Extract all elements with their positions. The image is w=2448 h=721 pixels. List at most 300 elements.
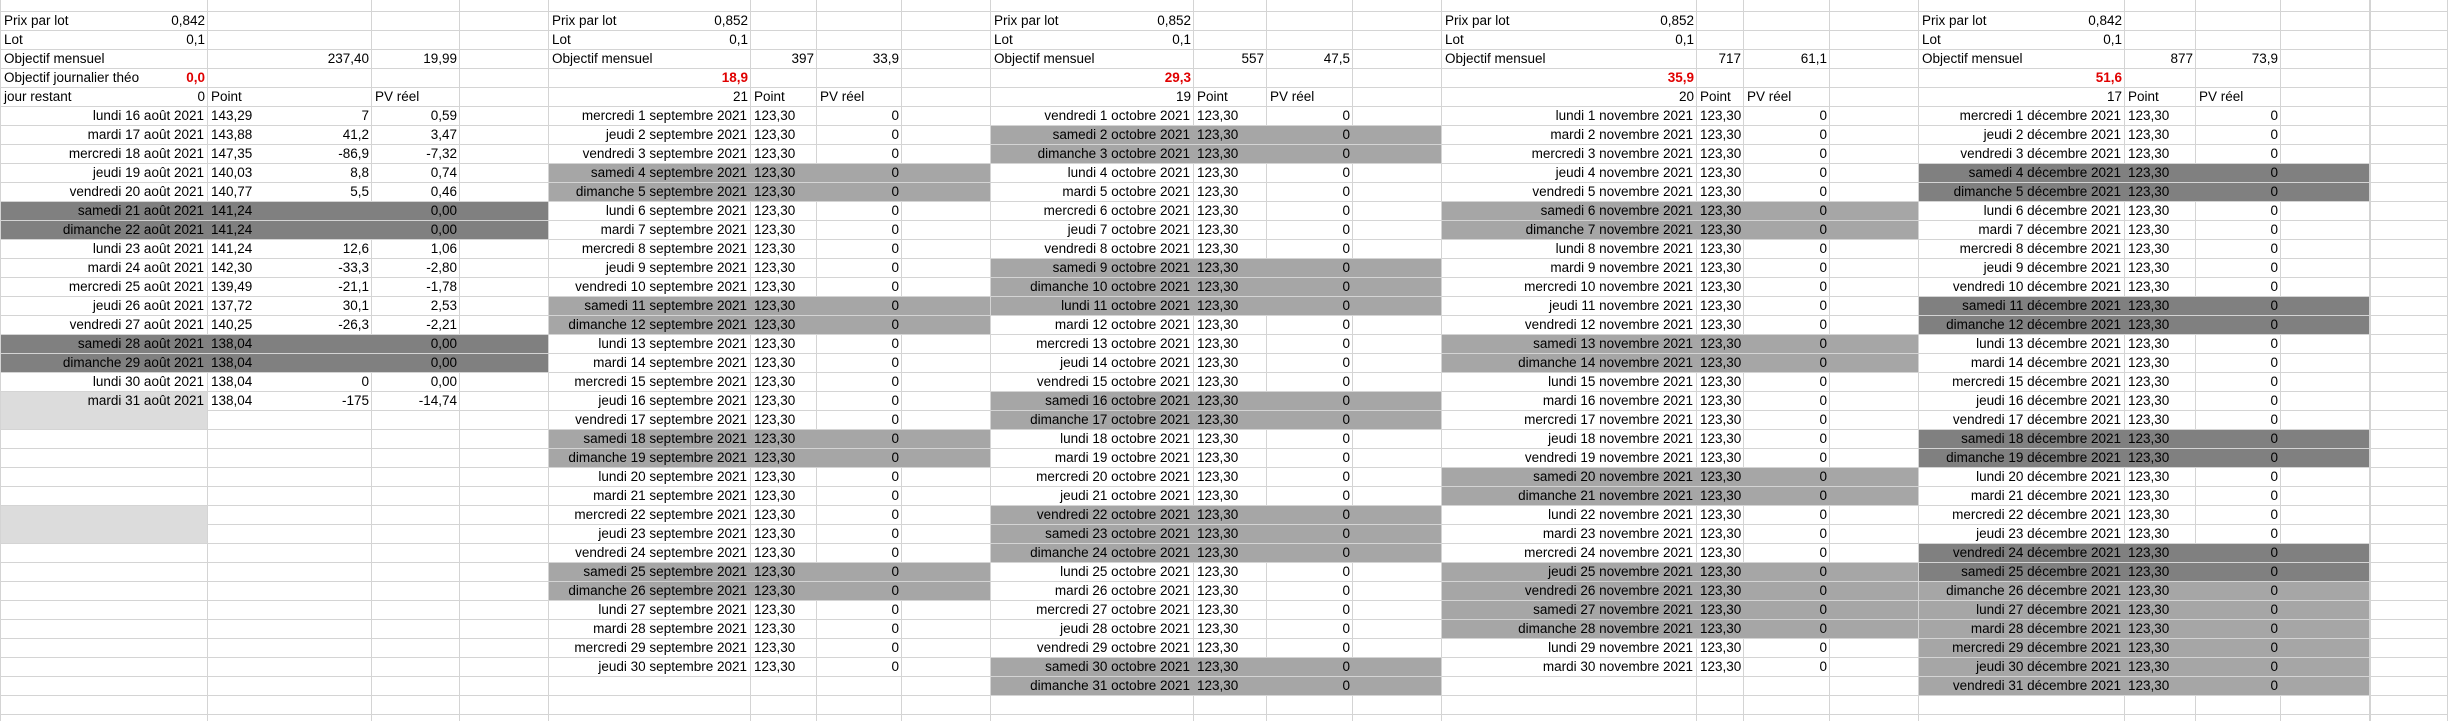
pv-reel-cell[interactable]: 0: [2270, 678, 2278, 693]
pv-reel-cell[interactable]: 0: [1819, 583, 1827, 598]
price-cell[interactable]: 123,30: [754, 222, 796, 237]
date-cell[interactable]: mardi 9 novembre 2021: [1550, 260, 1693, 275]
point-cell[interactable]: 7: [361, 108, 369, 123]
pv-reel-cell[interactable]: 0: [2270, 279, 2278, 294]
pv-reel-cell[interactable]: 0: [1342, 659, 1350, 674]
pv-reel-cell[interactable]: 0: [1342, 469, 1350, 484]
point-header[interactable]: Point: [1197, 89, 1228, 104]
date-cell[interactable]: lundi 18 octobre 2021: [1060, 431, 1190, 446]
pv-reel-cell[interactable]: 0: [2270, 526, 2278, 541]
price-cell[interactable]: 123,30: [1700, 507, 1742, 522]
price-cell[interactable]: 123,30: [2128, 469, 2170, 484]
pv-reel-cell[interactable]: 0: [2270, 184, 2278, 199]
price-cell[interactable]: 123,30: [754, 602, 796, 617]
pv-reel-header[interactable]: PV réel: [820, 89, 865, 104]
point-cell[interactable]: -86,9: [338, 146, 369, 161]
objectif-mensuel-label[interactable]: Objectif mensuel: [994, 51, 1095, 66]
pv-reel-cell[interactable]: 0: [1342, 355, 1350, 370]
price-cell[interactable]: 123,30: [1700, 260, 1742, 275]
price-cell[interactable]: 123,30: [1700, 317, 1742, 332]
price-cell[interactable]: 141,24: [211, 203, 253, 218]
date-cell[interactable]: samedi 25 septembre 2021: [583, 564, 747, 579]
price-cell[interactable]: 123,30: [1197, 203, 1239, 218]
date-cell[interactable]: dimanche 26 septembre 2021: [568, 583, 747, 598]
price-cell[interactable]: 123,30: [2128, 621, 2170, 636]
pv-reel-cell[interactable]: 0: [891, 564, 899, 579]
date-cell[interactable]: lundi 11 octobre 2021: [1061, 298, 1190, 313]
price-cell[interactable]: 123,30: [1700, 184, 1742, 199]
pv-reel-cell[interactable]: 0: [2270, 583, 2278, 598]
price-cell[interactable]: 123,30: [1700, 621, 1742, 636]
date-cell[interactable]: dimanche 28 novembre 2021: [1518, 621, 1693, 636]
pv-reel-cell[interactable]: 0: [891, 393, 899, 408]
objectif-journalier-value[interactable]: 29,3: [1164, 70, 1191, 85]
price-cell[interactable]: 123,30: [1197, 108, 1239, 123]
pv-reel-cell[interactable]: 0: [1342, 431, 1350, 446]
pv-reel-cell[interactable]: 0: [2270, 602, 2278, 617]
price-cell[interactable]: 143,88: [211, 127, 253, 142]
price-cell[interactable]: 123,30: [1197, 659, 1239, 674]
pv-reel-cell[interactable]: 0: [2270, 488, 2278, 503]
price-cell[interactable]: 123,30: [754, 184, 796, 199]
pv-reel-cell[interactable]: 0: [1342, 127, 1350, 142]
pv-reel-cell[interactable]: 0: [1342, 488, 1350, 503]
price-cell[interactable]: 123,30: [2128, 317, 2170, 332]
pv-reel-cell[interactable]: 0,00: [430, 203, 457, 218]
pv-reel-cell[interactable]: 0: [1342, 146, 1350, 161]
price-cell[interactable]: 123,30: [2128, 127, 2170, 142]
pv-reel-cell[interactable]: 0: [1342, 298, 1350, 313]
price-cell[interactable]: 123,30: [754, 583, 796, 598]
price-cell[interactable]: 123,30: [1197, 165, 1239, 180]
date-cell[interactable]: vendredi 24 décembre 2021: [1952, 545, 2121, 560]
date-cell[interactable]: mardi 21 décembre 2021: [1970, 488, 2121, 503]
date-cell[interactable]: jeudi 30 septembre 2021: [598, 659, 747, 674]
price-cell[interactable]: 123,30: [754, 564, 796, 579]
price-cell[interactable]: 123,30: [1700, 469, 1742, 484]
price-cell[interactable]: 123,30: [1197, 526, 1239, 541]
pv-reel-cell[interactable]: 0: [1342, 317, 1350, 332]
price-cell[interactable]: 123,30: [1197, 507, 1239, 522]
price-cell[interactable]: 123,30: [2128, 165, 2170, 180]
date-cell[interactable]: lundi 13 septembre 2021: [598, 336, 747, 351]
date-cell[interactable]: mercredi 1 septembre 2021: [581, 108, 747, 123]
price-cell[interactable]: 123,30: [1700, 108, 1742, 123]
price-cell[interactable]: 123,30: [2128, 298, 2170, 313]
price-cell[interactable]: 138,04: [211, 393, 253, 408]
price-cell[interactable]: 123,30: [1700, 336, 1742, 351]
price-cell[interactable]: 123,30: [2128, 507, 2170, 522]
pv-reel-cell[interactable]: 0: [1342, 374, 1350, 389]
prix-par-lot-label[interactable]: Prix par lot: [1445, 13, 1510, 28]
pv-reel-cell[interactable]: 0: [891, 469, 899, 484]
date-cell[interactable]: mercredi 25 août 2021: [68, 279, 204, 294]
date-cell[interactable]: mardi 14 septembre 2021: [593, 355, 747, 370]
objectif-journalier-value[interactable]: 35,9: [1667, 70, 1694, 85]
jour-restant-value[interactable]: 19: [1175, 89, 1191, 104]
objectif-mensuel-ratio[interactable]: 73,9: [2251, 51, 2278, 66]
pv-reel-cell[interactable]: 0: [1342, 507, 1350, 522]
date-cell[interactable]: samedi 30 octobre 2021: [1045, 659, 1190, 674]
pv-reel-header[interactable]: PV réel: [1270, 89, 1315, 104]
date-cell[interactable]: lundi 23 août 2021: [92, 241, 204, 256]
date-cell[interactable]: samedi 23 octobre 2021: [1045, 526, 1190, 541]
price-cell[interactable]: 123,30: [1197, 412, 1239, 427]
pv-reel-cell[interactable]: 0,00: [430, 355, 457, 370]
pv-reel-cell[interactable]: 0: [891, 222, 899, 237]
price-cell[interactable]: 123,30: [754, 507, 796, 522]
date-cell[interactable]: jeudi 4 novembre 2021: [1555, 165, 1693, 180]
pv-reel-cell[interactable]: 0: [891, 659, 899, 674]
pv-reel-cell[interactable]: 0: [1819, 393, 1827, 408]
pv-reel-cell[interactable]: 0: [1819, 222, 1827, 237]
lot-value[interactable]: 0,1: [2103, 32, 2122, 47]
lot-value[interactable]: 0,1: [729, 32, 748, 47]
price-cell[interactable]: 123,30: [1197, 393, 1239, 408]
pv-reel-cell[interactable]: -1,78: [426, 279, 457, 294]
price-cell[interactable]: 123,30: [2128, 108, 2170, 123]
pv-reel-cell[interactable]: 0: [1342, 583, 1350, 598]
pv-reel-cell[interactable]: 0: [2270, 127, 2278, 142]
price-cell[interactable]: 123,30: [754, 526, 796, 541]
price-cell[interactable]: 123,30: [1197, 146, 1239, 161]
price-cell[interactable]: 123,30: [1197, 260, 1239, 275]
date-cell[interactable]: mardi 31 août 2021: [87, 393, 204, 408]
price-cell[interactable]: 123,30: [754, 659, 796, 674]
lot-label[interactable]: Lot: [1445, 32, 1464, 47]
price-cell[interactable]: 123,30: [2128, 393, 2170, 408]
date-cell[interactable]: vendredi 22 octobre 2021: [1036, 507, 1190, 522]
price-cell[interactable]: 123,30: [1700, 450, 1742, 465]
pv-reel-cell[interactable]: 0: [891, 450, 899, 465]
price-cell[interactable]: 123,30: [1197, 488, 1239, 503]
lot-label[interactable]: Lot: [552, 32, 571, 47]
date-cell[interactable]: dimanche 19 décembre 2021: [1946, 450, 2121, 465]
price-cell[interactable]: 123,30: [754, 545, 796, 560]
jour-restant-value[interactable]: 21: [732, 89, 748, 104]
point-cell[interactable]: -33,3: [338, 260, 369, 275]
objectif-journalier-value[interactable]: 51,6: [2095, 70, 2122, 85]
price-cell[interactable]: 123,30: [1197, 317, 1239, 332]
date-cell[interactable]: vendredi 17 décembre 2021: [1952, 412, 2121, 427]
objectif-mensuel-label[interactable]: Objectif mensuel: [1922, 51, 2023, 66]
price-cell[interactable]: 141,24: [211, 222, 253, 237]
pv-reel-cell[interactable]: 0: [1342, 165, 1350, 180]
date-cell[interactable]: lundi 13 décembre 2021: [1976, 336, 2121, 351]
pv-reel-cell[interactable]: 0: [2270, 507, 2278, 522]
price-cell[interactable]: 123,30: [754, 488, 796, 503]
price-cell[interactable]: 123,30: [1700, 374, 1742, 389]
date-cell[interactable]: mercredi 29 septembre 2021: [574, 640, 747, 655]
date-cell[interactable]: samedi 11 septembre 2021: [584, 298, 747, 313]
date-cell[interactable]: vendredi 3 septembre 2021: [582, 146, 747, 161]
price-cell[interactable]: 123,30: [754, 203, 796, 218]
pv-reel-cell[interactable]: 0: [1819, 659, 1827, 674]
pv-reel-cell[interactable]: 0: [891, 165, 899, 180]
date-cell[interactable]: mardi 17 août 2021: [87, 127, 204, 142]
price-cell[interactable]: 123,30: [754, 469, 796, 484]
date-cell[interactable]: jeudi 19 août 2021: [92, 165, 204, 180]
date-cell[interactable]: dimanche 17 octobre 2021: [1030, 412, 1190, 427]
price-cell[interactable]: 123,30: [2128, 241, 2170, 256]
price-cell[interactable]: 123,30: [2128, 678, 2170, 693]
date-cell[interactable]: mercredi 17 novembre 2021: [1524, 412, 1693, 427]
pv-reel-cell[interactable]: 0: [891, 146, 899, 161]
price-cell[interactable]: 123,30: [1700, 279, 1742, 294]
pv-reel-cell[interactable]: 0: [2270, 317, 2278, 332]
price-cell[interactable]: 142,30: [211, 260, 253, 275]
objectif-mensuel-label[interactable]: Objectif mensuel: [1445, 51, 1546, 66]
price-cell[interactable]: 123,30: [1197, 583, 1239, 598]
pv-reel-cell[interactable]: 0: [1819, 336, 1827, 351]
pv-reel-cell[interactable]: 0: [2270, 203, 2278, 218]
date-cell[interactable]: vendredi 12 novembre 2021: [1524, 317, 1693, 332]
pv-reel-cell[interactable]: 0: [1819, 127, 1827, 142]
date-cell[interactable]: lundi 25 octobre 2021: [1060, 564, 1190, 579]
pv-reel-cell[interactable]: 0: [2270, 241, 2278, 256]
date-cell[interactable]: mardi 26 octobre 2021: [1054, 583, 1190, 598]
pv-reel-cell[interactable]: 0: [1819, 241, 1827, 256]
date-cell[interactable]: dimanche 14 novembre 2021: [1518, 355, 1693, 370]
pv-reel-cell[interactable]: 0: [1819, 260, 1827, 275]
pv-reel-cell[interactable]: 0: [891, 374, 899, 389]
pv-reel-cell[interactable]: 0: [891, 412, 899, 427]
price-cell[interactable]: 123,30: [754, 127, 796, 142]
date-cell[interactable]: samedi 9 octobre 2021: [1052, 260, 1190, 275]
point-cell[interactable]: 30,1: [342, 298, 369, 313]
date-cell[interactable]: mardi 7 septembre 2021: [600, 222, 747, 237]
date-cell[interactable]: dimanche 5 décembre 2021: [1953, 184, 2121, 199]
pv-reel-cell[interactable]: 0: [1342, 279, 1350, 294]
price-cell[interactable]: 139,49: [211, 279, 253, 294]
date-cell[interactable]: jeudi 14 octobre 2021: [1060, 355, 1190, 370]
price-cell[interactable]: 138,04: [211, 336, 253, 351]
price-cell[interactable]: 123,30: [1197, 431, 1239, 446]
price-cell[interactable]: 123,30: [2128, 431, 2170, 446]
objectif-mensuel-ratio[interactable]: 33,9: [872, 51, 899, 66]
date-cell[interactable]: vendredi 29 octobre 2021: [1036, 640, 1190, 655]
price-cell[interactable]: 123,30: [1700, 564, 1742, 579]
date-cell[interactable]: mercredi 24 novembre 2021: [1524, 545, 1693, 560]
date-cell[interactable]: lundi 6 septembre 2021: [605, 203, 747, 218]
date-cell[interactable]: mercredi 6 octobre 2021: [1043, 203, 1190, 218]
lot-value[interactable]: 0,1: [186, 32, 205, 47]
date-cell[interactable]: dimanche 19 septembre 2021: [568, 450, 747, 465]
date-cell[interactable]: jeudi 16 décembre 2021: [1976, 393, 2121, 408]
objectif-mensuel-label[interactable]: Objectif mensuel: [4, 51, 105, 66]
jour-restant-value[interactable]: 20: [1678, 89, 1694, 104]
date-cell[interactable]: mardi 16 novembre 2021: [1542, 393, 1693, 408]
pv-reel-cell[interactable]: 0: [1819, 298, 1827, 313]
date-cell[interactable]: mardi 5 octobre 2021: [1062, 184, 1190, 199]
date-cell[interactable]: dimanche 21 novembre 2021: [1518, 488, 1693, 503]
price-cell[interactable]: 123,30: [1197, 374, 1239, 389]
price-cell[interactable]: 140,77: [211, 184, 253, 199]
date-cell[interactable]: vendredi 15 octobre 2021: [1036, 374, 1190, 389]
date-cell[interactable]: dimanche 31 octobre 2021: [1030, 678, 1190, 693]
date-cell[interactable]: lundi 30 août 2021: [92, 374, 204, 389]
price-cell[interactable]: 141,24: [211, 241, 253, 256]
price-cell[interactable]: 123,30: [754, 165, 796, 180]
date-cell[interactable]: mardi 2 novembre 2021: [1550, 127, 1693, 142]
date-cell[interactable]: jeudi 18 novembre 2021: [1548, 431, 1693, 446]
pv-reel-cell[interactable]: 0: [891, 507, 899, 522]
price-cell[interactable]: 143,29: [211, 108, 253, 123]
date-cell[interactable]: lundi 27 décembre 2021: [1976, 602, 2121, 617]
date-cell[interactable]: vendredi 1 octobre 2021: [1044, 108, 1190, 123]
date-cell[interactable]: mardi 23 novembre 2021: [1542, 526, 1693, 541]
pv-reel-cell[interactable]: 0: [1342, 640, 1350, 655]
objectif-mensuel-value[interactable]: 397: [791, 51, 814, 66]
date-cell[interactable]: lundi 4 octobre 2021: [1067, 165, 1190, 180]
pv-reel-cell[interactable]: 0: [1342, 393, 1350, 408]
date-cell[interactable]: lundi 27 septembre 2021: [598, 602, 747, 617]
pv-reel-cell[interactable]: 0: [1342, 184, 1350, 199]
price-cell[interactable]: 123,30: [754, 450, 796, 465]
pv-reel-cell[interactable]: 0: [2270, 165, 2278, 180]
pv-reel-cell[interactable]: 0: [2270, 108, 2278, 123]
price-cell[interactable]: 123,30: [754, 260, 796, 275]
date-cell[interactable]: mercredi 13 octobre 2021: [1036, 336, 1190, 351]
date-cell[interactable]: dimanche 22 août 2021: [62, 222, 204, 237]
date-cell[interactable]: vendredi 31 décembre 2021: [1952, 678, 2121, 693]
point-cell[interactable]: 5,5: [350, 184, 369, 199]
pv-reel-cell[interactable]: -14,74: [418, 393, 457, 408]
date-cell[interactable]: vendredi 8 octobre 2021: [1044, 241, 1190, 256]
date-cell[interactable]: jeudi 30 décembre 2021: [1976, 659, 2121, 674]
pv-reel-cell[interactable]: 0: [891, 336, 899, 351]
date-cell[interactable]: lundi 1 novembre 2021: [1555, 108, 1693, 123]
date-cell[interactable]: dimanche 12 septembre 2021: [568, 317, 747, 332]
price-cell[interactable]: 123,30: [1700, 412, 1742, 427]
pv-reel-cell[interactable]: 0: [1819, 602, 1827, 617]
pv-reel-cell[interactable]: 0: [1819, 526, 1827, 541]
pv-reel-cell[interactable]: 0: [1819, 165, 1827, 180]
objectif-journalier-value[interactable]: 0,0: [186, 70, 205, 85]
pv-reel-cell[interactable]: 0: [1819, 545, 1827, 560]
date-cell[interactable]: vendredi 19 novembre 2021: [1524, 450, 1693, 465]
price-cell[interactable]: 123,30: [1700, 355, 1742, 370]
date-cell[interactable]: mardi 19 octobre 2021: [1054, 450, 1190, 465]
date-cell[interactable]: vendredi 24 septembre 2021: [575, 545, 747, 560]
pv-reel-header[interactable]: PV réel: [2199, 89, 2244, 104]
pv-reel-cell[interactable]: 0,00: [430, 336, 457, 351]
price-cell[interactable]: 123,30: [2128, 184, 2170, 199]
price-cell[interactable]: 123,30: [1197, 469, 1239, 484]
price-cell[interactable]: 123,30: [2128, 279, 2170, 294]
point-cell[interactable]: -175: [341, 393, 369, 408]
date-cell[interactable]: samedi 21 août 2021: [77, 203, 204, 218]
date-cell[interactable]: dimanche 26 décembre 2021: [1946, 583, 2121, 598]
pv-reel-cell[interactable]: 0: [2270, 355, 2278, 370]
objectif-mensuel-ratio[interactable]: 19,99: [423, 51, 457, 66]
pv-reel-cell[interactable]: 0: [1819, 412, 1827, 427]
pv-reel-cell[interactable]: -7,32: [426, 146, 457, 161]
price-cell[interactable]: 123,30: [1700, 393, 1742, 408]
pv-reel-header[interactable]: PV réel: [1747, 89, 1792, 104]
pv-reel-cell[interactable]: 0: [1342, 678, 1350, 693]
pv-reel-cell[interactable]: 0: [1819, 374, 1827, 389]
price-cell[interactable]: 123,30: [1197, 355, 1239, 370]
price-cell[interactable]: 123,30: [1197, 184, 1239, 199]
date-cell[interactable]: samedi 18 septembre 2021: [583, 431, 747, 446]
date-cell[interactable]: mardi 28 décembre 2021: [1970, 621, 2121, 636]
price-cell[interactable]: 137,72: [211, 298, 253, 313]
price-cell[interactable]: 123,30: [1197, 621, 1239, 636]
date-cell[interactable]: mercredi 3 novembre 2021: [1531, 146, 1693, 161]
point-cell[interactable]: 41,2: [342, 127, 369, 142]
pv-reel-cell[interactable]: 0: [1342, 412, 1350, 427]
date-cell[interactable]: dimanche 7 novembre 2021: [1525, 222, 1693, 237]
date-cell[interactable]: vendredi 10 décembre 2021: [1952, 279, 2121, 294]
pv-reel-cell[interactable]: 0: [891, 488, 899, 503]
date-cell[interactable]: vendredi 20 août 2021: [69, 184, 204, 199]
date-cell[interactable]: dimanche 5 septembre 2021: [575, 184, 747, 199]
pv-reel-cell[interactable]: 0,46: [430, 184, 457, 199]
price-cell[interactable]: 123,30: [2128, 602, 2170, 617]
pv-reel-cell[interactable]: 0: [891, 317, 899, 332]
pv-reel-cell[interactable]: 0: [891, 298, 899, 313]
pv-reel-cell[interactable]: 0: [1819, 640, 1827, 655]
price-cell[interactable]: 123,30: [1197, 241, 1239, 256]
date-cell[interactable]: jeudi 26 août 2021: [92, 298, 204, 313]
prix-par-lot-value[interactable]: 0,852: [714, 13, 748, 28]
price-cell[interactable]: 123,30: [754, 336, 796, 351]
price-cell[interactable]: 123,30: [1197, 298, 1239, 313]
price-cell[interactable]: 123,30: [1197, 678, 1239, 693]
point-header[interactable]: Point: [1700, 89, 1731, 104]
price-cell[interactable]: 123,30: [754, 355, 796, 370]
price-cell[interactable]: 123,30: [1700, 488, 1742, 503]
pv-reel-cell[interactable]: 0: [1819, 450, 1827, 465]
price-cell[interactable]: 123,30: [1700, 640, 1742, 655]
date-cell[interactable]: mercredi 8 septembre 2021: [581, 241, 747, 256]
date-cell[interactable]: mercredi 22 décembre 2021: [1952, 507, 2121, 522]
price-cell[interactable]: 123,30: [1700, 241, 1742, 256]
date-cell[interactable]: mardi 24 août 2021: [87, 260, 204, 275]
pv-reel-cell[interactable]: 0: [891, 203, 899, 218]
price-cell[interactable]: 123,30: [1700, 203, 1742, 218]
pv-reel-cell[interactable]: 0: [2270, 621, 2278, 636]
pv-reel-cell[interactable]: 0: [2270, 659, 2278, 674]
date-cell[interactable]: vendredi 10 septembre 2021: [575, 279, 747, 294]
date-cell[interactable]: lundi 20 septembre 2021: [598, 469, 747, 484]
price-cell[interactable]: 123,30: [2128, 146, 2170, 161]
date-cell[interactable]: mardi 30 novembre 2021: [1542, 659, 1693, 674]
pv-reel-cell[interactable]: 0: [1342, 564, 1350, 579]
prix-par-lot-label[interactable]: Prix par lot: [1922, 13, 1987, 28]
price-cell[interactable]: 123,30: [1700, 298, 1742, 313]
pv-reel-cell[interactable]: 0: [891, 431, 899, 446]
date-cell[interactable]: samedi 20 novembre 2021: [1533, 469, 1693, 484]
price-cell[interactable]: 123,30: [1700, 602, 1742, 617]
date-cell[interactable]: lundi 20 décembre 2021: [1976, 469, 2121, 484]
date-cell[interactable]: samedi 16 octobre 2021: [1045, 393, 1190, 408]
date-cell[interactable]: vendredi 5 novembre 2021: [1532, 184, 1693, 199]
prix-par-lot-label[interactable]: Prix par lot: [994, 13, 1059, 28]
price-cell[interactable]: 123,30: [1197, 640, 1239, 655]
pv-reel-cell[interactable]: 0: [1342, 621, 1350, 636]
date-cell[interactable]: dimanche 12 décembre 2021: [1946, 317, 2121, 332]
pv-reel-cell[interactable]: 0: [2270, 545, 2278, 560]
price-cell[interactable]: 123,30: [754, 431, 796, 446]
pv-reel-cell[interactable]: 0: [2270, 450, 2278, 465]
pv-reel-cell[interactable]: 0: [891, 279, 899, 294]
objectif-journalier-label[interactable]: Objectif journalier théo: [4, 70, 140, 85]
date-cell[interactable]: lundi 6 décembre 2021: [1983, 203, 2121, 218]
price-cell[interactable]: 123,30: [754, 374, 796, 389]
date-cell[interactable]: mercredi 10 novembre 2021: [1524, 279, 1693, 294]
